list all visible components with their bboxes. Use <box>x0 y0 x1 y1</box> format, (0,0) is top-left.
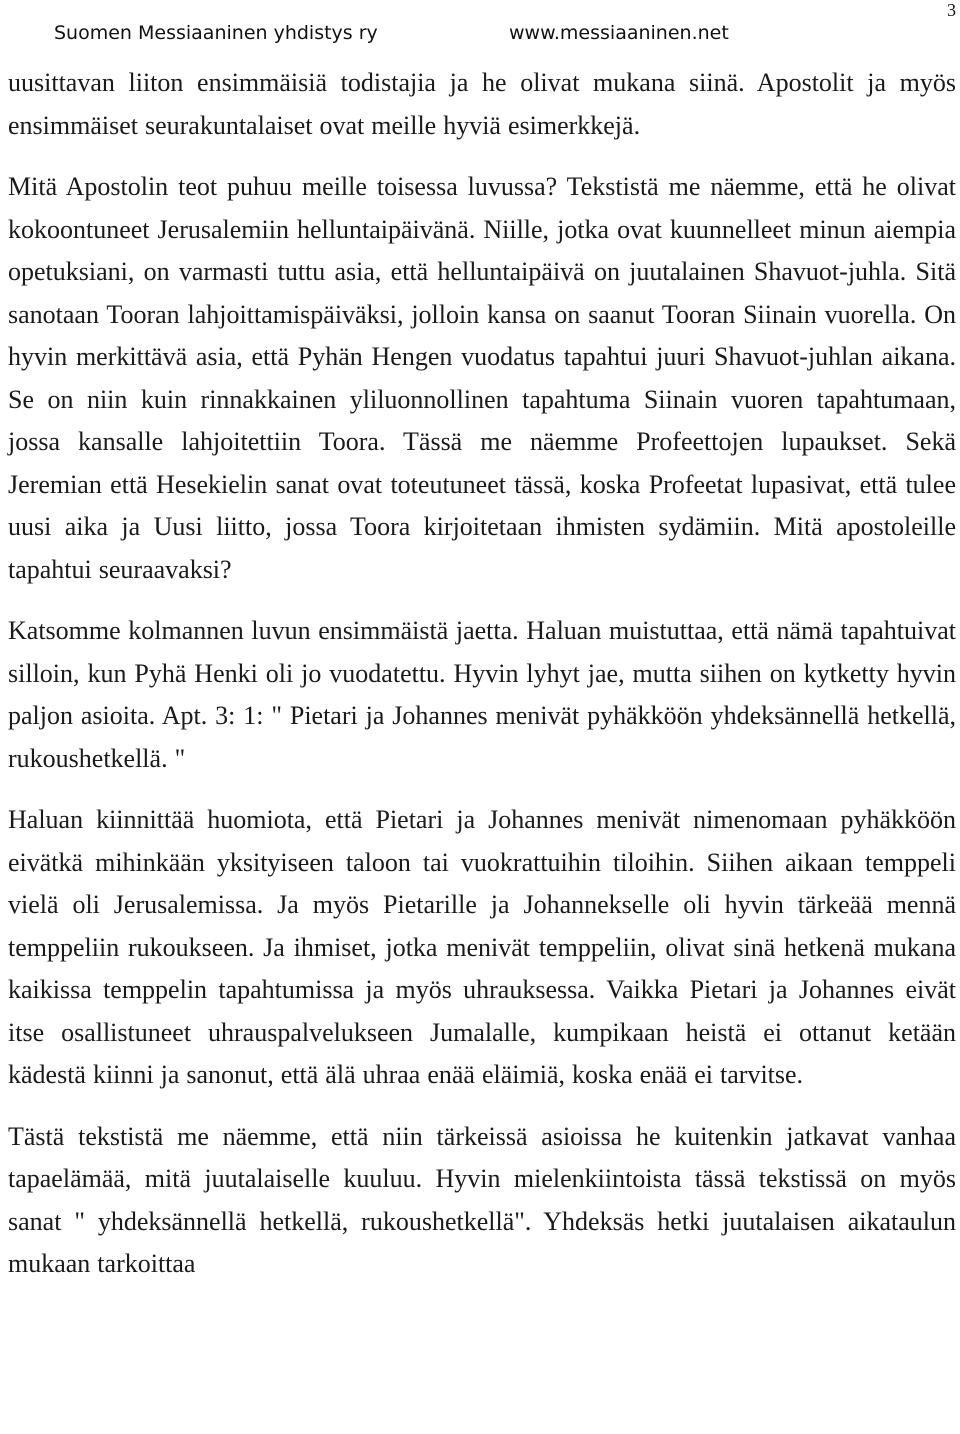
paragraph: Haluan kiinnittää huomiota, että Pietari ja Johannes menivät nimenomaan pyhäkköön eivätkä mihinkään yksityiseen taloon tai vuokrattuihin tiloihin. Siihen aikaan temppeli vielä oli Jerusalemissa. Ja myös Pietarille ja Johannekselle oli hyvin tärkeää mennä temppeliin rukoukseen. Ja ihmiset, jotka menivät temppeliin, olivat sinä hetkenä mukana kaikissa temppelin tapahtumissa ja myös uhrauksessa. Vaikka Pietari ja Johannes eivät itse osallistuneet uhrauspalvelukseen Jumalalle, kumpikaan heistä ei ottanut ketään kädestä kiinni ja sanonut, että älä uhraa enää eläimiä, koska enää ei tarvitse. <box>8 805 956 1089</box>
paragraph-gap <box>8 1097 956 1116</box>
page-header <box>0 0 960 60</box>
paragraph-gap <box>8 591 956 610</box>
paragraph: Mitä Apostolin teot puhuu meille toisessa luvussa? Tekstistä me näemme, että he olivat kokoontuneet Jerusalemiin helluntaipäivänä. Niille, jotka ovat kuunnelleet minun aiempia opetuksiani, on varmasti tuttu asia, että helluntaipäivä on juutalainen Shavuot-juhla. Sitä sanotaan Tooran lahjoittamispäiväksi, jolloin kansa on saanut Tooran Siinain vuorella. On hyvin merkittävä asia, että Pyhän Hengen vuodatus tapahtui juuri Shavuot-juhlan aikana. Se on niin kuin rinnakkainen yliluonnollinen tapahtuma Siinain vuoren tapahtumaan, jossa kansalle lahjoitettiin Toora. Tässä me näemme Profeettojen lupaukset. Sekä Jeremian että Hesekielin sanat ovat toteutuneet tässä, koska Profeetat lupasivat, että tulee uusi aika ja Uusi liitto, jossa Toora kirjoitetaan ihmisten sydämiin. Mitä apostoleille tapahtui seuraavaksi? <box>8 172 956 584</box>
paragraph: Tästä tekstistä me näemme, että niin tärkeissä asioissa he kuitenkin jatkavat vanhaa tapaelämää, mitä juutalaiselle kuuluu. Hyvin mielenkiintoista tässä tekstissä on myös sanat " yhdeksännellä hetkellä, rukoushetkellä". Yhdeksäs hetki juutalaisen aikataulun mukaan tarkoittaa <box>8 1121 956 1278</box>
page-number: 3 <box>947 0 956 20</box>
header-website[interactable]: www.messiaaninen.net <box>509 22 729 44</box>
paragraph-gap <box>8 780 956 799</box>
paragraph: uusittavan liiton ensimmäisiä todistajia ja he olivat mukana siinä. Apostolit ja myös ensimmäiset seurakuntalaiset ovat meille hyviä esimerkkejä. <box>8 68 956 140</box>
paragraph-gap <box>8 147 956 166</box>
header-organization: Suomen Messiaaninen yhdistys ry <box>54 22 378 44</box>
document-body <box>8 62 956 1286</box>
paragraph: Katsomme kolmannen luvun ensimmäistä jaetta. Haluan muistuttaa, että nämä tapahtuivat silloin, kun Pyhä Henki oli jo vuodatettu. Hyvin lyhyt jae, mutta siihen on kytketty hyvin paljon asioita. Apt. 3: 1: " Pietari ja Johannes menivät pyhäkköön yhdeksännellä hetkellä, rukoushetkellä. " <box>8 616 956 773</box>
